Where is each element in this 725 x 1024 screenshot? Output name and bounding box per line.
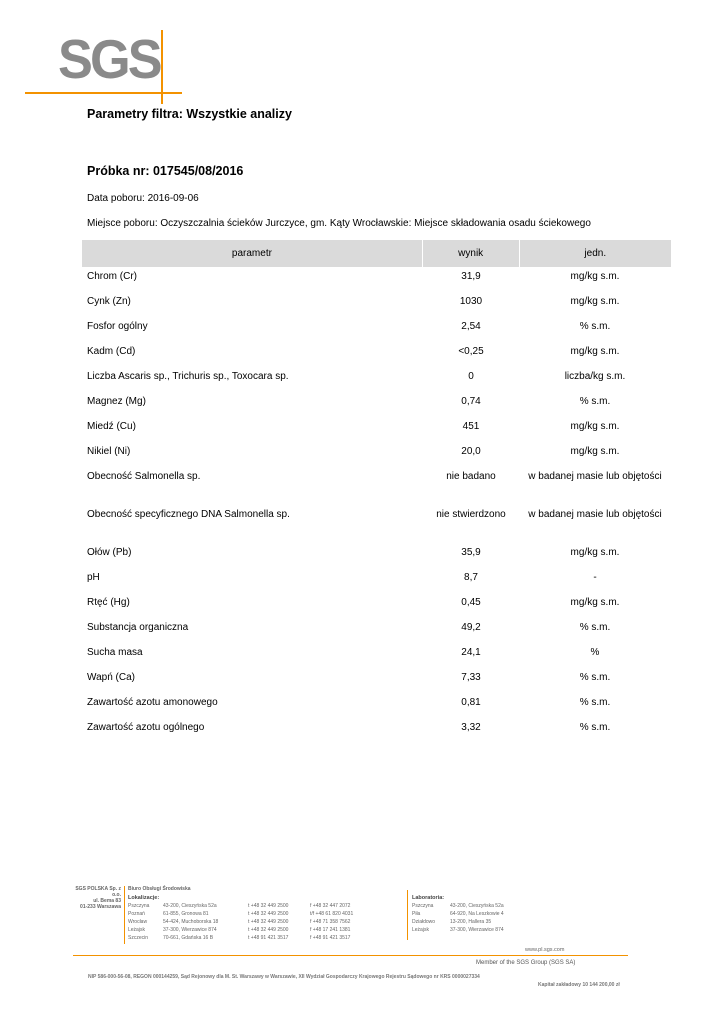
collection-date: Data poboru: 2016-09-06 [87, 193, 199, 204]
results-table [82, 240, 671, 746]
footer-office: Biuro Obsługi Środowiska [128, 886, 191, 892]
footer-rule [73, 955, 628, 956]
row-value: 20,0 [461, 446, 481, 457]
location-row [128, 910, 353, 918]
location-address: 37-300, Wierzawice 874 [163, 927, 217, 933]
row-value: 0,45 [461, 597, 481, 608]
row-unit: mg/kg s.m. [570, 271, 620, 282]
row-param: Sucha masa [87, 647, 143, 658]
lab-city: Działdowo [412, 919, 436, 925]
row-value: 35,9 [461, 547, 481, 558]
location-fax: f +48 71 358 7562 [310, 919, 351, 925]
row-value: 8,7 [464, 572, 478, 583]
location-tel: t +48 32 449 2500 [248, 903, 289, 909]
lab-row [412, 926, 504, 934]
row-unit: mg/kg s.m. [570, 346, 620, 357]
row-value: nie badano [446, 471, 496, 482]
row-unit: mg/kg s.m. [570, 547, 620, 558]
location-fax: f +48 17 241 1381 [310, 927, 351, 933]
row-param: Liczba Ascaris sp., Trichuris sp., Toxocara sp. [87, 371, 289, 382]
row-value: <0,25 [458, 346, 484, 357]
table-row [82, 445, 671, 470]
table-row [82, 621, 671, 646]
table-row [82, 596, 671, 621]
row-value: 31,9 [461, 271, 481, 282]
row-unit: liczba/kg s.m. [564, 371, 626, 382]
footer-website: www.pl.sgs.com [525, 947, 565, 953]
lab-city: Leżajsk [412, 927, 429, 933]
location-address: 54-424, Muchoborska 18 [163, 919, 219, 925]
row-param: Zawartość azotu ogólnego [87, 722, 205, 733]
location-row [128, 926, 353, 934]
row-value: 3,32 [461, 722, 481, 733]
row-value: 24,1 [461, 647, 481, 658]
footer-locations [128, 894, 353, 942]
table-row [82, 646, 671, 671]
footer-member: Member of the SGS Group (SGS SA) [476, 960, 576, 966]
row-value: nie stwierdzono [436, 509, 506, 520]
row-param: Rtęć (Hg) [87, 597, 130, 608]
footer-divider [124, 886, 125, 944]
header-unit: jedn. [519, 240, 671, 267]
table-row [82, 470, 671, 508]
table-row [82, 696, 671, 721]
lab-address: 43-200, Cieszyńska 52a [450, 903, 504, 909]
lab-address: 13-200, Hallera 35 [450, 919, 492, 925]
table-row [82, 395, 671, 420]
locations-title: Lokalizacje: [128, 895, 160, 901]
row-param: Obecność specyficznego DNA Salmonella sp. [87, 509, 290, 520]
sample-title: Próbka nr: 017545/08/2016 [87, 164, 244, 178]
company-city: 01-233 Warszawa [80, 904, 121, 910]
location-tel: t +48 32 449 2500 [248, 911, 289, 917]
location-address: 70-661, Gdańska 16 B [163, 935, 214, 941]
row-unit: % s.m. [579, 622, 611, 633]
location-fax: t/f +48 61 820 4031 [310, 911, 354, 917]
row-param: Chrom (Cr) [87, 271, 137, 282]
row-value: 2,54 [461, 321, 481, 332]
row-unit: w badanej masie lub objętości [528, 509, 662, 520]
location-row [128, 902, 353, 910]
row-value: 451 [462, 421, 480, 432]
header-param: parametr [231, 248, 272, 259]
row-param: Ołów (Pb) [87, 547, 132, 558]
table-header [82, 240, 671, 267]
row-value: 1030 [459, 296, 483, 307]
lab-row [412, 918, 504, 926]
logo-text: SGS [58, 28, 160, 90]
location-tel: t +48 32 449 2500 [248, 927, 289, 933]
row-value: 0,81 [461, 697, 481, 708]
row-unit: mg/kg s.m. [570, 296, 620, 307]
location-address: 61-855, Gronowa 81 [163, 911, 209, 917]
table-row [82, 721, 671, 746]
footer-legal-capital: Kapitał zakładowy 10 144 200,00 zł [538, 982, 620, 988]
row-param: Magnez (Mg) [87, 396, 146, 407]
location-row [128, 918, 353, 926]
table-row [82, 320, 671, 345]
lab-city: Piła [412, 911, 421, 917]
lab-address: 64-920, Na Leszkowie 4 [450, 911, 504, 917]
lab-row [412, 902, 504, 910]
row-unit: % s.m. [579, 672, 611, 683]
lab-city: Pszczyna [412, 903, 434, 909]
row-value: 49,2 [461, 622, 481, 633]
collection-place: Miejsce poboru: Oczyszczalnia ścieków Jurczyce, gm. Kąty Wrocławskie: Miejsce składowania osadu ściekowego [87, 218, 591, 229]
row-unit: mg/kg s.m. [570, 597, 620, 608]
row-unit: % s.m. [579, 722, 611, 733]
row-unit: % s.m. [579, 396, 611, 407]
footer-divider [407, 890, 408, 940]
page-footer [0, 880, 725, 1024]
filter-title: Parametry filtra: Wszystkie analizy [87, 107, 292, 121]
row-unit: % [590, 647, 600, 658]
company-street: ul. Bema 83 [93, 898, 121, 904]
company-name: SGS POLSKA Sp. z o.o. [75, 886, 121, 898]
location-fax: f +48 32 447 2072 [310, 903, 351, 909]
footer-legal-registration: NIP 586-000-56-08, REGON 000144259, Sąd Rejonowy dla M. St. Warszawy w Warszawie, XII Wydział Gospodarczy Krajowego Rejestru Sądowego nr KRS 0000027334 [88, 974, 480, 980]
location-city: Wrocław [128, 919, 148, 925]
row-unit: w badanej masie lub objętości [528, 471, 662, 482]
location-city: Leżajsk [128, 927, 145, 933]
table-row [82, 671, 671, 696]
location-fax: f +48 91 421 3517 [310, 935, 351, 941]
location-address: 43-200, Cieszyńska 52a [163, 903, 217, 909]
row-value: 7,33 [461, 672, 481, 683]
row-param: Kadm (Cd) [87, 346, 136, 357]
row-unit: - [593, 572, 597, 583]
location-tel: t +48 91 421 3517 [248, 935, 289, 941]
header-value: wynik [422, 240, 519, 267]
table-row [82, 546, 671, 571]
location-row [128, 934, 353, 942]
row-param: Fosfor ogólny [87, 321, 148, 332]
row-param: pH [87, 572, 100, 583]
lab-row [412, 910, 504, 918]
row-unit: mg/kg s.m. [570, 446, 620, 457]
sgs-logo [25, 30, 185, 110]
logo-vertical-line [161, 30, 163, 104]
row-value: 0,74 [461, 396, 481, 407]
row-param: Zawartość azotu amonowego [87, 697, 218, 708]
row-param: Substancja organiczna [87, 622, 189, 633]
row-param: Wapń (Ca) [87, 672, 135, 683]
row-unit: % s.m. [579, 321, 611, 332]
footer-labs [412, 894, 504, 934]
row-param: Miedź (Cu) [87, 421, 136, 432]
row-value: 0 [468, 371, 474, 382]
location-city: Poznań [128, 911, 145, 917]
logo-horizontal-line [25, 92, 182, 94]
row-param: Cynk (Zn) [87, 296, 131, 307]
table-row [82, 571, 671, 596]
location-city: Szczecin [128, 935, 149, 941]
row-param: Nikiel (Ni) [87, 446, 131, 457]
row-unit: mg/kg s.m. [570, 421, 620, 432]
lab-address: 37-300, Wierzawice 874 [450, 927, 504, 933]
labs-title: Laboratoria: [412, 895, 445, 901]
row-unit: % s.m. [579, 697, 611, 708]
table-body [82, 270, 671, 746]
row-param: Obecność Salmonella sp. [87, 471, 201, 482]
table-row [82, 345, 671, 370]
table-row [82, 370, 671, 395]
table-row [82, 508, 671, 546]
footer-company [73, 886, 121, 910]
table-row [82, 270, 671, 295]
location-tel: t +48 32 449 2500 [248, 919, 289, 925]
table-row [82, 295, 671, 320]
table-row [82, 420, 671, 445]
location-city: Pszczyna [128, 903, 150, 909]
